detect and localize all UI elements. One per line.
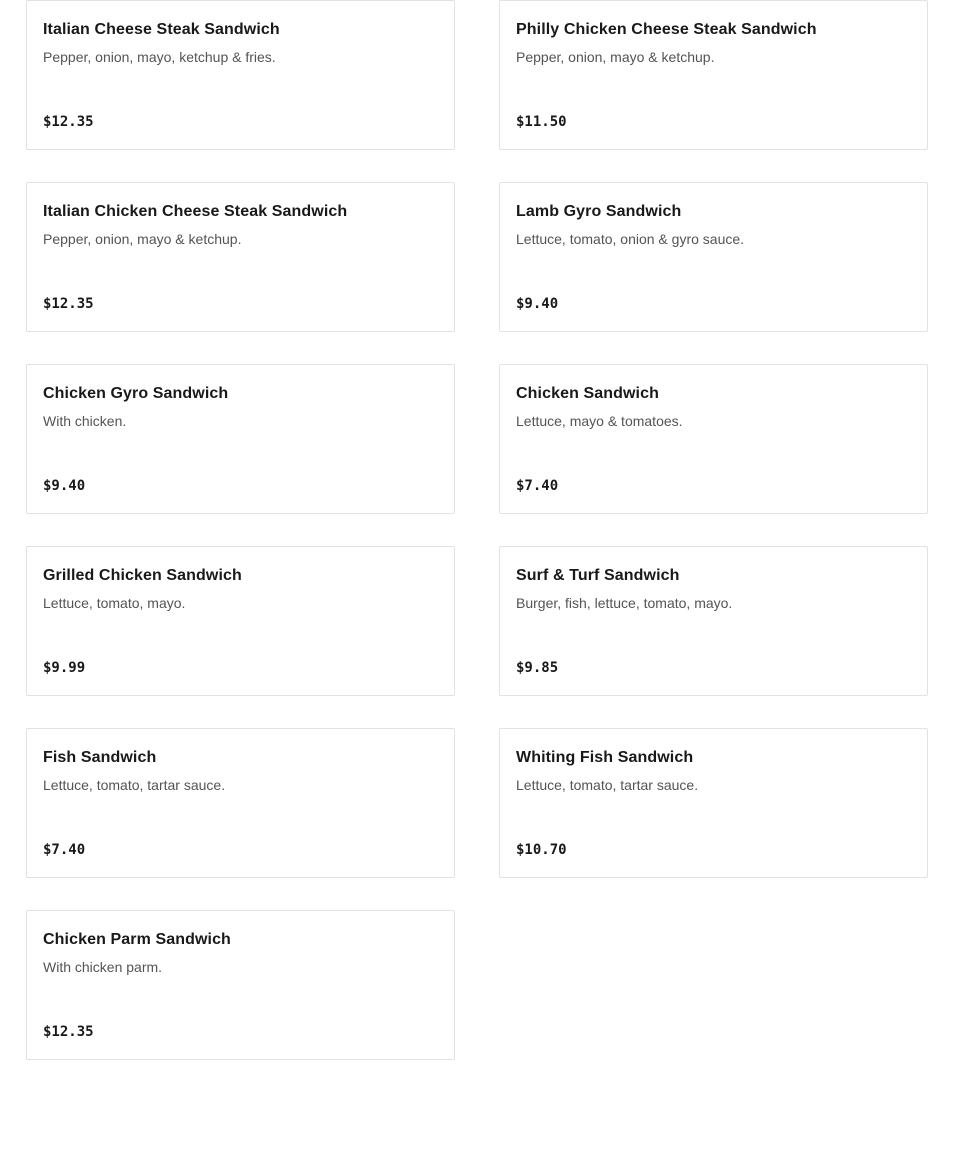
menu-item-name: Chicken Gyro Sandwich xyxy=(43,385,229,402)
menu-item-body xyxy=(516,1,911,149)
menu-item-price: $9.99 xyxy=(43,660,86,676)
menu-item-body xyxy=(43,1,438,149)
menu-item-body xyxy=(43,547,438,695)
menu-item-card[interactable] xyxy=(26,182,455,332)
menu-item-price: $9.40 xyxy=(43,478,86,494)
menu-item-body xyxy=(43,729,438,877)
menu-item-description: Lettuce, tomato, tartar sauce. xyxy=(43,777,226,793)
menu-item-name: Chicken Parm Sandwich xyxy=(43,931,231,948)
menu-item-body xyxy=(43,183,438,331)
menu-item-name: Philly Chicken Cheese Steak Sandwich xyxy=(516,21,817,38)
menu-item-card[interactable] xyxy=(499,0,928,150)
menu-item-price: $12.35 xyxy=(43,296,94,312)
menu-item-price: $7.40 xyxy=(43,842,86,858)
menu-item-name: Surf & Turf Sandwich xyxy=(516,567,680,584)
menu-item-body xyxy=(43,365,438,513)
menu-item-card[interactable] xyxy=(26,0,455,150)
menu-item-card[interactable] xyxy=(26,364,455,514)
menu-item-card[interactable] xyxy=(26,910,455,1060)
menu-item-description: Burger, fish, lettuce, tomato, mayo. xyxy=(516,595,733,611)
menu-item-name: Grilled Chicken Sandwich xyxy=(43,567,242,584)
menu-item-price: $10.70 xyxy=(516,842,567,858)
menu-item-body xyxy=(516,183,911,331)
menu-item-card[interactable] xyxy=(26,546,455,696)
menu-item-description: Pepper, onion, mayo, ketchup & fries. xyxy=(43,49,276,65)
menu-item-description: Lettuce, tomato, mayo. xyxy=(43,595,186,611)
menu-item-card[interactable] xyxy=(499,182,928,332)
menu-item-price: $9.40 xyxy=(516,296,559,312)
menu-item-description: Lettuce, tomato, tartar sauce. xyxy=(516,777,699,793)
menu-item-card[interactable] xyxy=(499,364,928,514)
menu-item-card[interactable] xyxy=(26,728,455,878)
menu-item-price: $11.50 xyxy=(516,114,567,130)
menu-item-body xyxy=(516,729,911,877)
menu-item-price: $12.35 xyxy=(43,114,94,130)
menu-item-price: $9.85 xyxy=(516,660,559,676)
menu-item-name: Italian Chicken Cheese Steak Sandwich xyxy=(43,203,348,220)
menu-item-name: Italian Cheese Steak Sandwich xyxy=(43,21,280,38)
menu-item-description: Pepper, onion, mayo & ketchup. xyxy=(516,49,715,65)
menu-item-description: Lettuce, mayo & tomatoes. xyxy=(516,413,683,429)
menu-item-body xyxy=(43,911,438,1059)
menu-item-description: With chicken parm. xyxy=(43,959,163,975)
menu-item-name: Lamb Gyro Sandwich xyxy=(516,203,682,220)
menu-item-card[interactable] xyxy=(499,546,928,696)
menu-item-price: $7.40 xyxy=(516,478,559,494)
menu-section xyxy=(26,0,928,1060)
menu-item-description: Pepper, onion, mayo & ketchup. xyxy=(43,231,242,247)
menu-item-description: With chicken. xyxy=(43,413,127,429)
menu-item-name: Fish Sandwich xyxy=(43,749,157,766)
menu-item-grid xyxy=(26,0,928,1060)
menu-item-body xyxy=(516,365,911,513)
menu-item-name: Chicken Sandwich xyxy=(516,385,659,402)
menu-item-body xyxy=(516,547,911,695)
menu-item-price: $12.35 xyxy=(43,1024,94,1040)
menu-item-card[interactable] xyxy=(499,728,928,878)
menu-item-name: Whiting Fish Sandwich xyxy=(516,749,694,766)
menu-item-description: Lettuce, tomato, onion & gyro sauce. xyxy=(516,231,745,247)
